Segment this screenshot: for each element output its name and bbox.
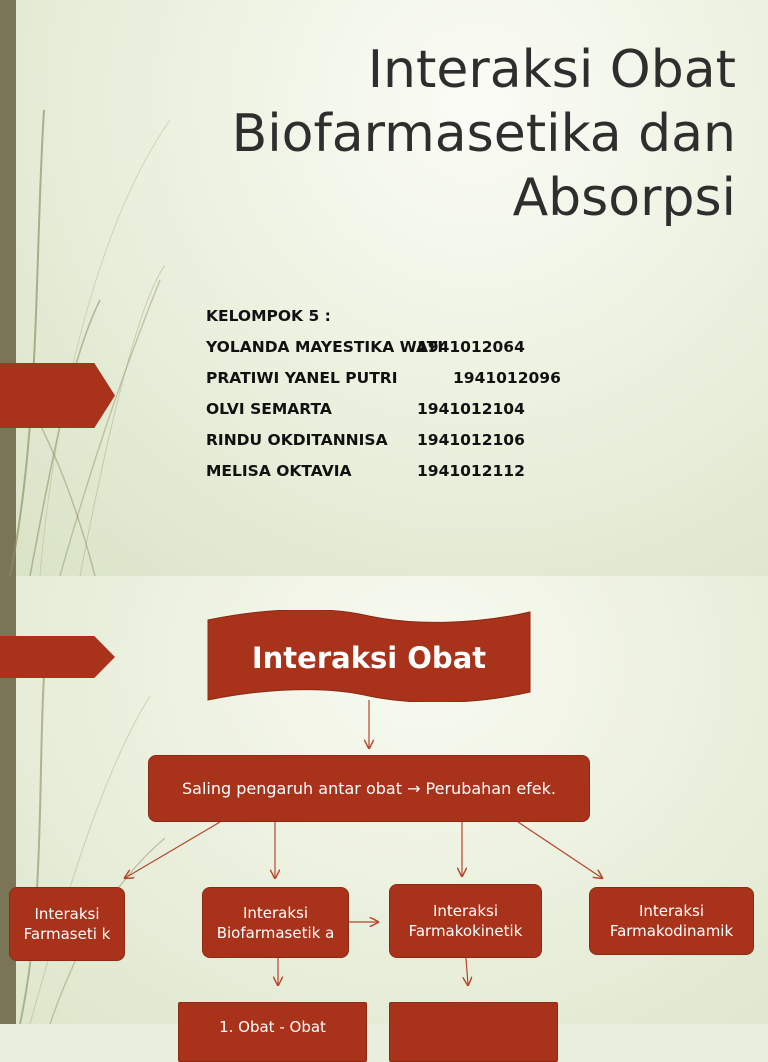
member-name: YOLANDA MAYESTIKA WATI: [206, 338, 444, 356]
definition-text: Saling pengaruh antar obat → Perubahan efek.: [181, 778, 556, 798]
member-name: RINDU OKDITANNISA: [206, 431, 388, 449]
sub-item-box: [178, 1002, 367, 1062]
interaksi-obat-banner: [207, 610, 531, 702]
title-line-3: Absorpsi: [512, 168, 736, 228]
member-nim: 1941012112: [417, 462, 525, 480]
category-farmakokinetik: [389, 884, 542, 958]
category-farmakodinamik: [589, 887, 754, 955]
member-name: OLVI SEMARTA: [206, 400, 332, 418]
member-nim: 1941012106: [417, 431, 525, 449]
category-label: Interaksi Farmakodinamik: [609, 902, 734, 940]
definition-box: [148, 755, 590, 822]
sub-item-box: [389, 1002, 558, 1062]
member-nim: 1941012104: [417, 400, 525, 418]
group-label: KELOMPOK 5 :: [206, 307, 331, 325]
banner-title: Interaksi Obat: [251, 641, 487, 675]
category-label: Interaksi Farmaseti k: [23, 905, 111, 943]
member-name: PRATIWI YANEL PUTRI: [206, 369, 398, 387]
connector-arrow: [125, 822, 220, 878]
connector-arrow: [518, 822, 602, 878]
category-biofarmasetika: [202, 887, 349, 958]
sub-item-label: 1. Obat - Obat: [219, 1018, 326, 1036]
category-label: Interaksi Farmakokinetik: [408, 902, 523, 940]
title-line-2: Biofarmasetika dan: [231, 104, 736, 164]
connector-arrow: [466, 958, 468, 985]
title-line-1: Interaksi Obat: [367, 40, 736, 100]
category-farmasetik: [9, 887, 125, 961]
category-label: Interaksi Biofarmasetik a: [216, 903, 335, 942]
member-name: MELISA OKTAVIA: [206, 462, 352, 480]
member-nim: 1941012096: [453, 369, 561, 387]
member-nim: 1941012064: [417, 338, 525, 356]
